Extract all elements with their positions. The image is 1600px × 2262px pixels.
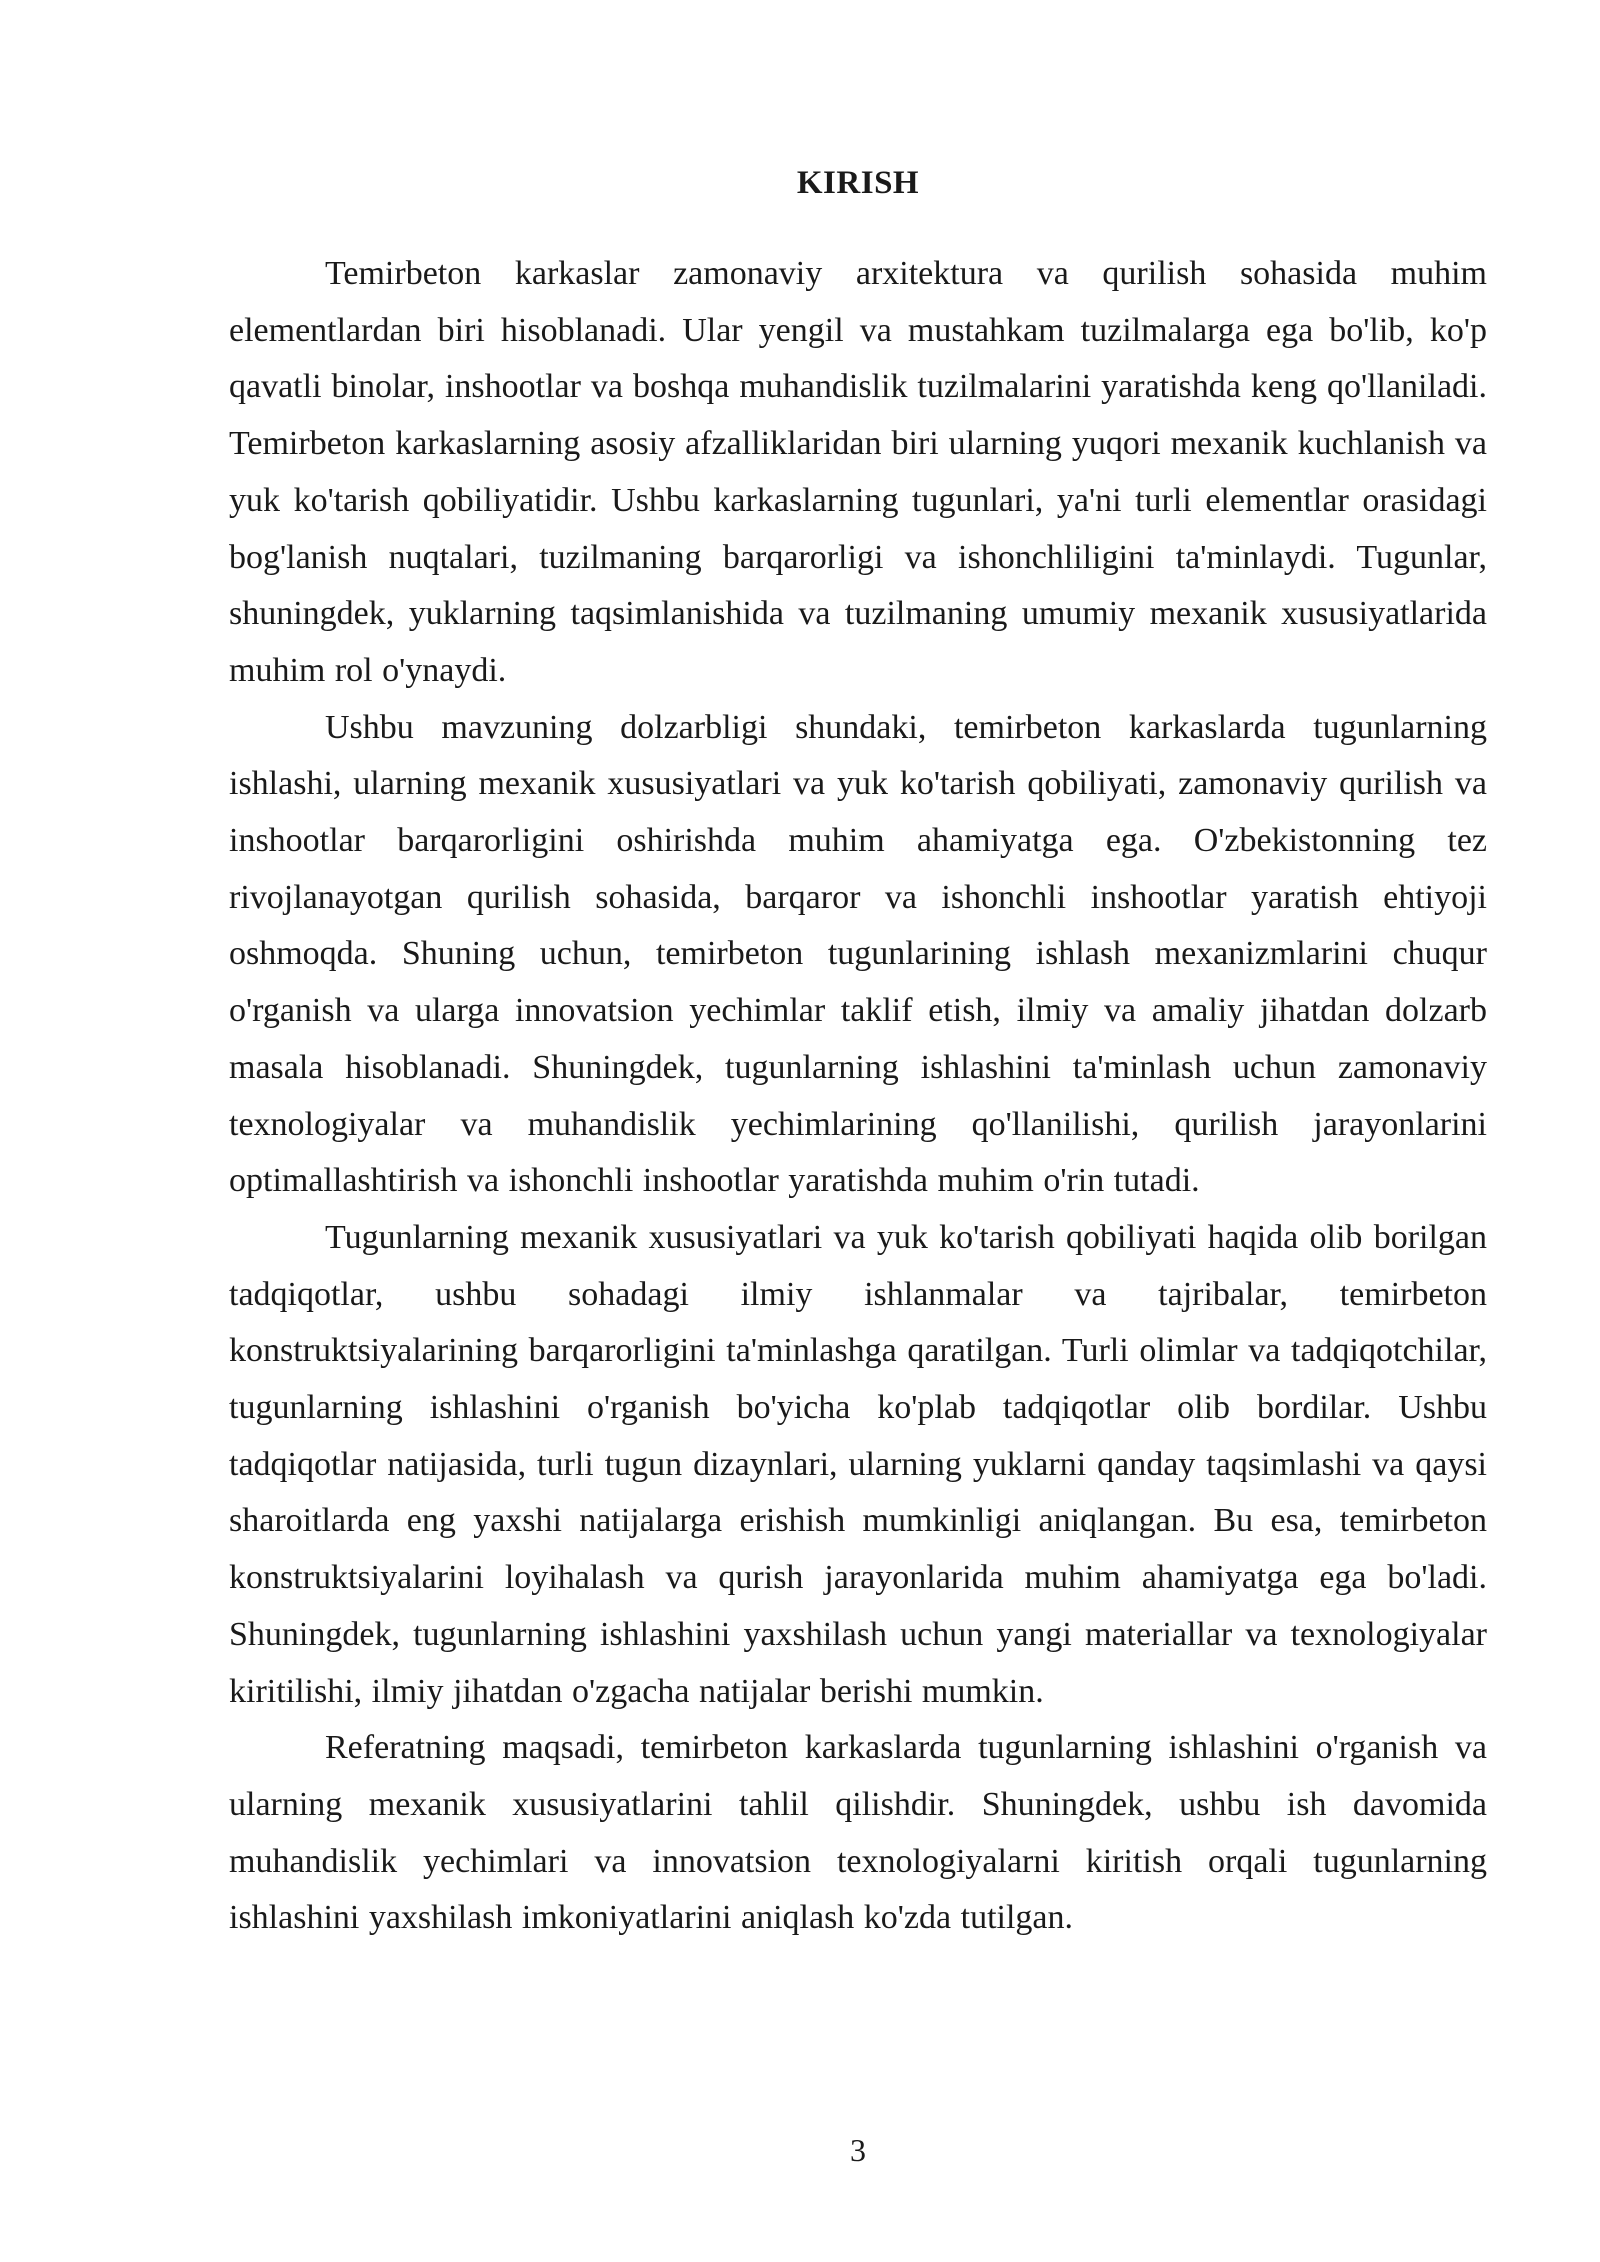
section-heading: KIRISH [796,165,920,201]
paragraph-1: Temirbeton karkaslar zamonaviy arxitektura va qurilish sohasida muhim elementlardan biri hisoblanadi. Ular yengil va mustahkam tuzilmalarga ega bo'lib, ko'p qavatli binolar, inshootlar va boshqa muhandislik tuzilmalarini yaratishda keng qo'llaniladi. Temirbeton karkaslarning asosiy afzalliklaridan biri ularning yuqori mexanik kuchlanish va yuk ko'tarish qobiliyatidir. Ushbu karkaslarning tugunlari, ya'ni turli elementlar orasidagi bog'lanish nuqtalari, tuzilmaning barqarorligi va ishonchliligini ta'minlaydi. Tugunlar, shuningdek, yuklarning taqsimlanishida va tuzilmaning umumiy mexanik xususiyatlarida muhim rol o'ynaydi. [229,255,1487,689]
body-text [229,246,1487,1947]
page-number: 3 [850,2132,866,2168]
paragraph-3: Tugunlarning mexanik xususiyatlari va yuk ko'tarish qobiliyati haqida olib borilgan tadqiqotlar, ushbu sohadagi ilmiy ishlanmalar va tajribalar, temirbeton konstruktsiyalarining barqarorligini ta'minlashga qaratilgan. Turli olimlar va tadqiqotchilar, tugunlarning ishlashini o'rganish bo'yicha ko'plab tadqiqotlar olib bordilar. Ushbu tadqiqotlar natijasida, turli tugun dizaynlari, ularning yuklarni qanday taqsimlashi va qaysi sharoitlarda eng yaxshi natijalarga erishish mumkinligi aniqlangan. Bu esa, temirbeton konstruktsiyalarini loyihalash va qurish jarayonlarida muhim ahamiyatga ega bo'ladi. Shuningdek, tugunlarning ishlashini yaxshilash uchun yangi materiallar va texnologiyalar kiritilishi, ilmiy jihatdan o'zgacha natijalar berishi mumkin. [229,1218,1487,1710]
paragraph-2: Ushbu mavzuning dolzarbligi shundaki, temirbeton karkaslarda tugunlarning ishlashi, ularning mexanik xususiyatlari va yuk ko'tarish qobiliyati, zamonaviy qurilish va inshootlar barqarorligini oshirishda muhim ahamiyatga ega. O'zbekistonning tez rivojlanayotgan qurilish sohasida, barqaror va ishonchli inshootlar yaratish ehtiyoji oshmoqda. Shuning uchun, temirbeton tugunlarining ishlash mexanizmlarini chuqur o'rganish va ularga innovatsion yechimlar taklif etish, ilmiy va amaliy jihatdan dolzarb masala hisoblanadi. Shuningdek, tugunlarning ishlashini ta'minlash uchun zamonaviy texnologiyalar va muhandislik yechimlarining qo'llanilishi, qurilish jarayonlarini optimallashtirish va ishonchli inshootlar yaratishda muhim o'rin tutadi. [229,708,1487,1200]
paragraph-4: Referatning maqsadi, temirbeton karkaslarda tugunlarning ishlashini o'rganish va ularning mexanik xususiyatlarini tahlil qilishdir. Shuningdek, ushbu ish davomida muhandislik yechimlari va innovatsion texnologiyalarni kiritish orqali tugunlarning ishlashini yaxshilash imkoniyatlarini aniqlash ko'zda tutilgan. [229,1729,1487,1937]
